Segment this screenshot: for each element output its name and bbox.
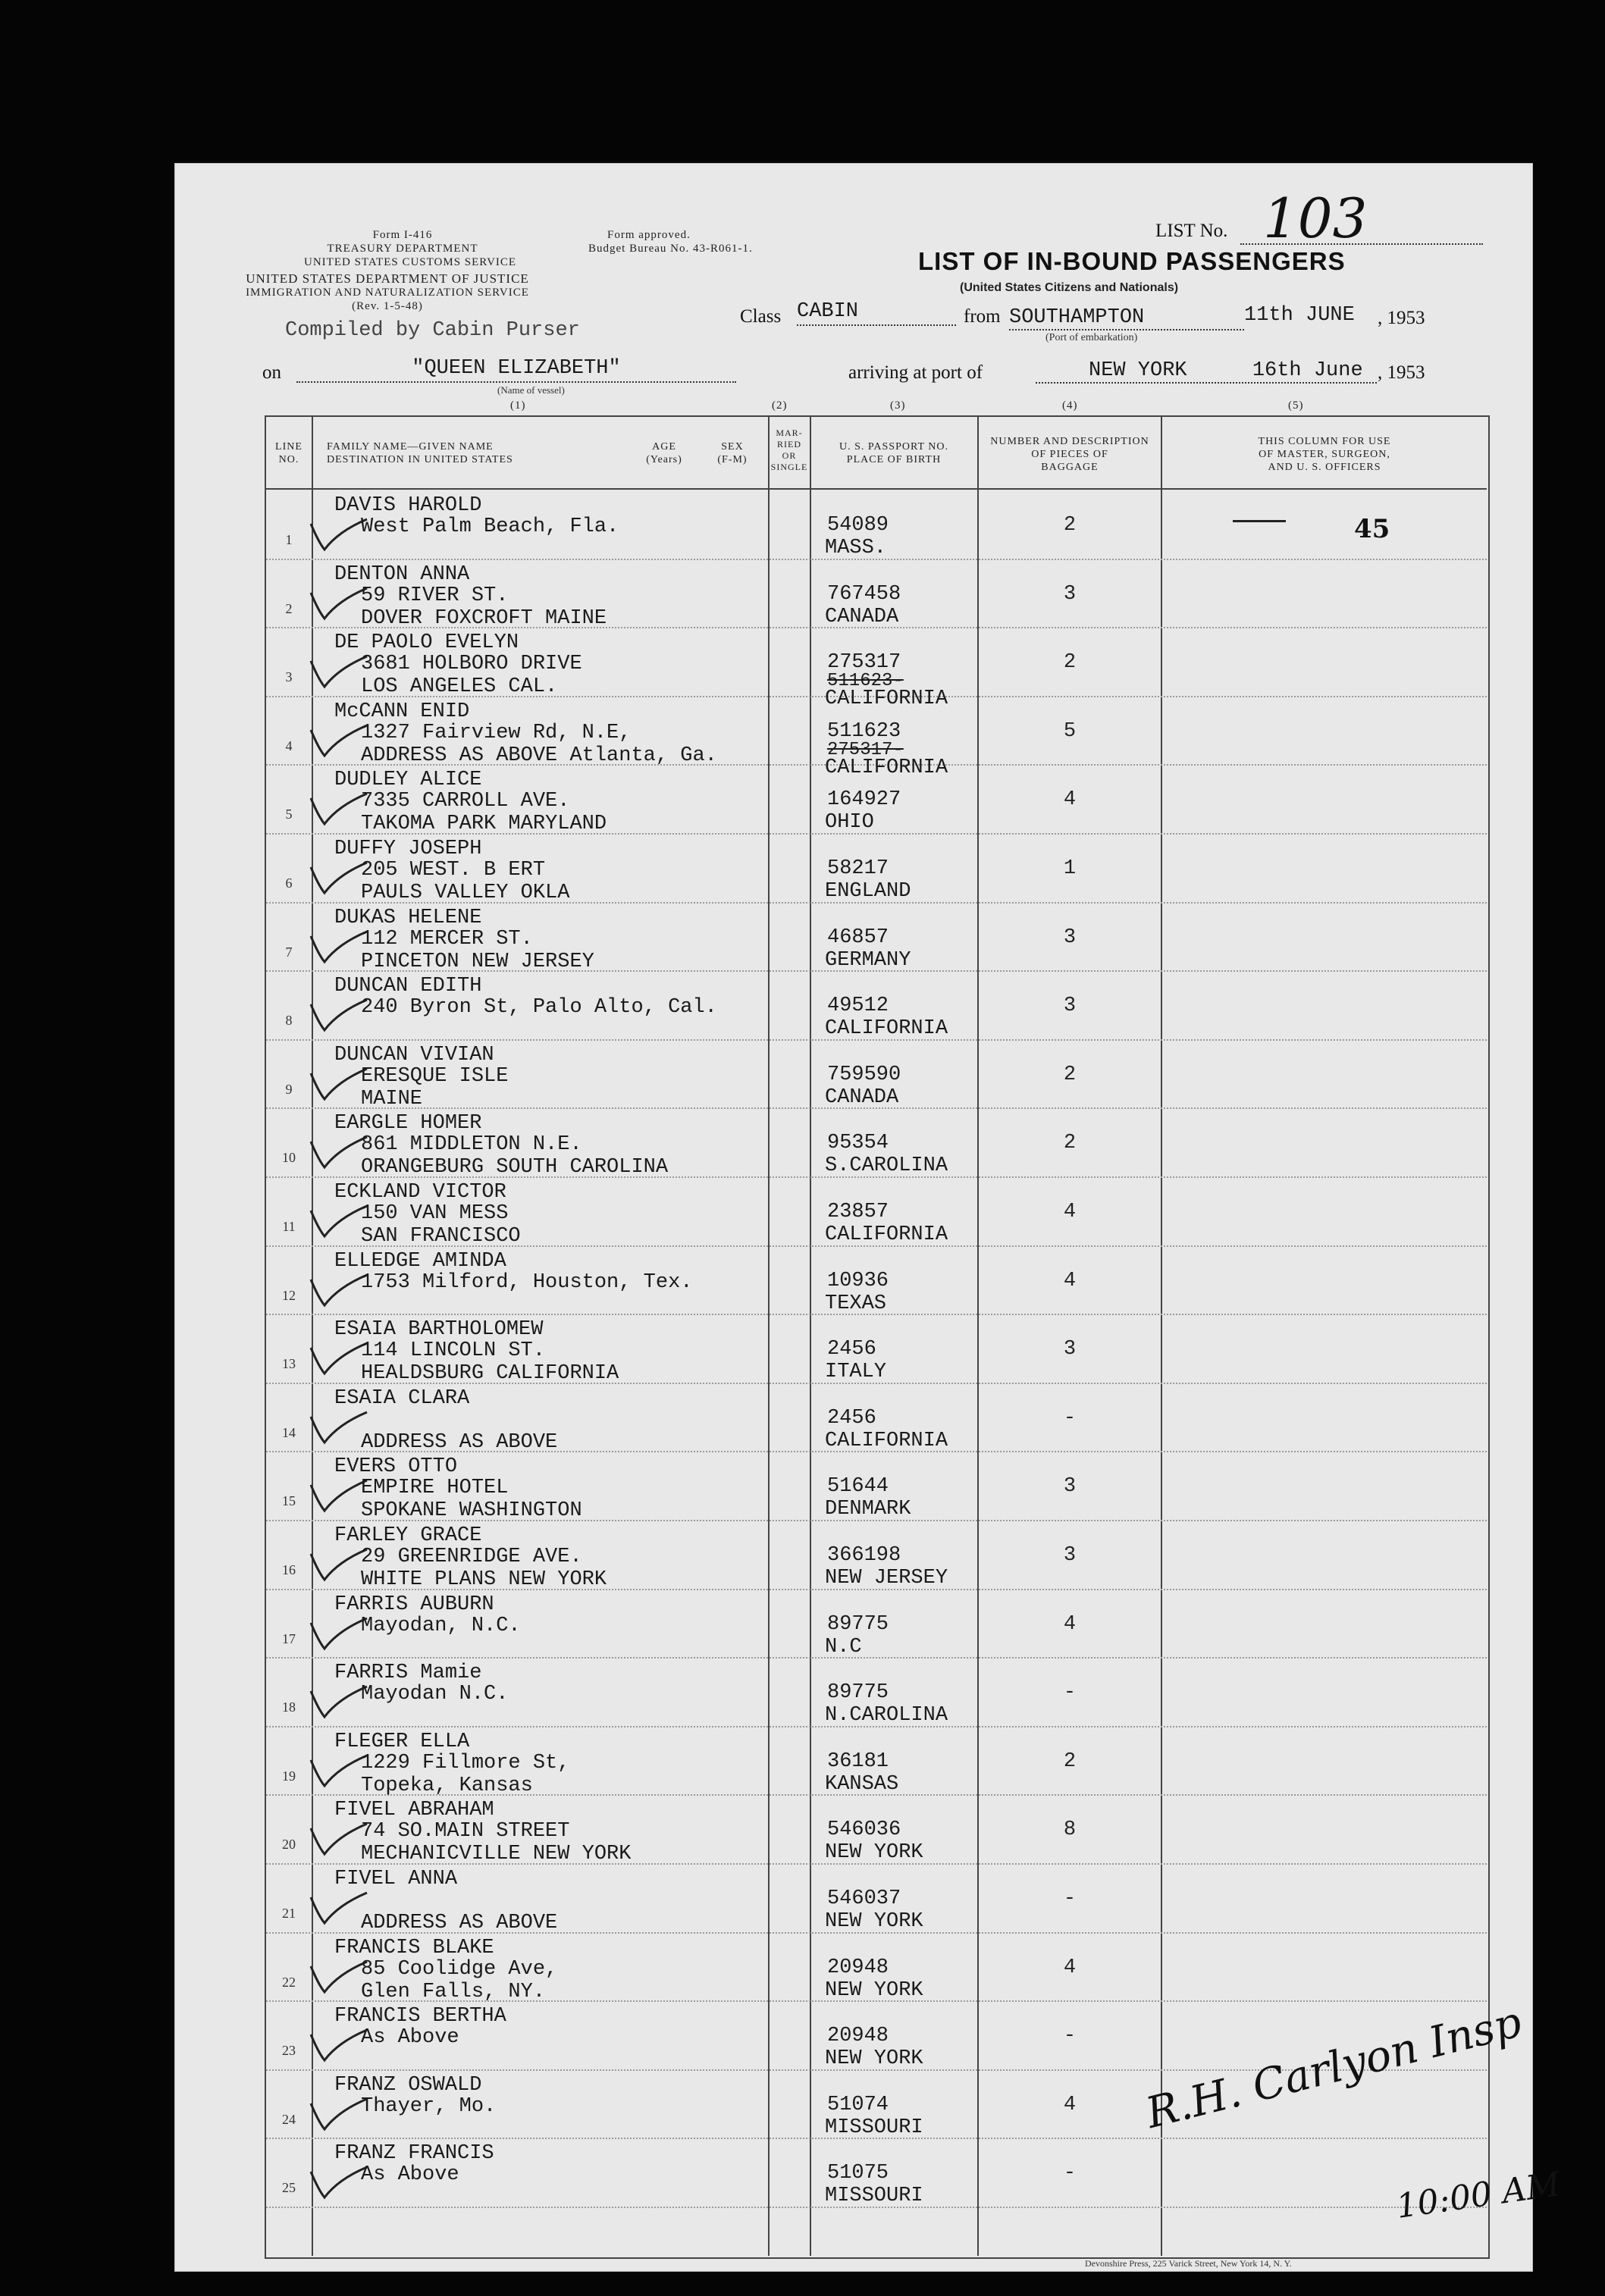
check-mark xyxy=(308,860,368,897)
col-number-1: (1) xyxy=(510,399,526,412)
passport-number: 89775 xyxy=(827,1681,889,1705)
baggage-count: - xyxy=(1063,2025,1077,2048)
passport-number: 10936 xyxy=(827,1269,889,1292)
destination-line: Glen Falls, NY. xyxy=(361,1980,546,2003)
family-given-name: FRANZ FRANCIS xyxy=(334,2142,494,2166)
family-given-name: ESAIA CLARA xyxy=(334,1386,470,1410)
col-number-2: (2) xyxy=(772,399,788,412)
family-given-name: DUNCAN VIVIAN xyxy=(334,1043,494,1067)
baggage-count: 4 xyxy=(1063,1269,1077,1292)
destination-line: HEALDSBURG CALIFORNIA xyxy=(361,1362,619,1386)
baggage-count: - xyxy=(1063,1681,1077,1705)
place-of-birth: NEW YORK xyxy=(825,1910,923,1933)
passport-number: 51644 xyxy=(827,1475,889,1499)
line-number: 17 xyxy=(282,1630,296,1646)
line-number: 6 xyxy=(285,875,293,891)
col-number-4: (4) xyxy=(1062,399,1078,412)
check-mark xyxy=(308,516,368,554)
baggage-count: 2 xyxy=(1063,1132,1077,1155)
baggage-count: 5 xyxy=(1063,719,1077,743)
family-given-name: EVERS OTTO xyxy=(334,1455,458,1479)
passport-number: 23857 xyxy=(827,1201,889,1223)
baggage-count: 3 xyxy=(1063,1475,1077,1499)
passport-number: 759590 xyxy=(827,1063,901,1086)
destination-line: Topeka, Kansas xyxy=(361,1774,533,1797)
passport-number: 51075 xyxy=(827,2162,889,2185)
check-mark xyxy=(308,1684,368,1721)
arrival-date: 16th June xyxy=(1252,359,1363,382)
family-given-name: DAVIS HAROLD xyxy=(334,494,482,517)
baggage-count: 2 xyxy=(1063,514,1077,537)
col-header-line: LINE NO. xyxy=(275,441,303,465)
destination-line: Mayodan, N.C. xyxy=(361,1614,521,1637)
destination-line: 85 Coolidge Ave, xyxy=(361,1957,558,1981)
baggage-count: 3 xyxy=(1063,1544,1077,1567)
line-number: 20 xyxy=(282,1837,296,1853)
passport-number: 511623 xyxy=(827,719,901,743)
passport-number: 2456 xyxy=(827,1338,876,1361)
form-approved: Form approved. xyxy=(607,229,691,241)
col-header-married: MAR- RIED OR SINGLE xyxy=(770,428,808,472)
check-mark xyxy=(308,2096,368,2134)
place-of-birth: CALIFORNIA xyxy=(825,756,948,779)
line-number: 14 xyxy=(282,1424,296,1440)
col-divider xyxy=(810,417,811,2256)
treasury-dept: TREASURY DEPARTMENT xyxy=(327,243,478,255)
departure-year: , 1953 xyxy=(1378,308,1425,328)
officer-note: 45 xyxy=(1354,514,1390,544)
line-number: 25 xyxy=(282,2180,296,2196)
baggage-count: 3 xyxy=(1063,582,1077,606)
class-value: CABIN xyxy=(797,300,956,326)
family-given-name: FRANCIS BLAKE xyxy=(334,1936,494,1959)
baggage-count: 4 xyxy=(1063,2093,1077,2116)
line-number: 23 xyxy=(282,2043,296,2059)
place-of-birth: N.C xyxy=(825,1635,862,1659)
baggage-count: 4 xyxy=(1063,788,1077,812)
port-embarkation-caption: (Port of embarkation) xyxy=(1045,332,1138,343)
baggage-count: - xyxy=(1063,1887,1077,1910)
form-info xyxy=(304,228,517,269)
destination-line: ERESQUE ISLE xyxy=(361,1064,509,1088)
line-number: 21 xyxy=(282,1906,296,1921)
check-mark xyxy=(308,1066,368,1104)
destination-line: As Above xyxy=(361,2026,459,2050)
passport-number: 275317 xyxy=(827,651,901,675)
place-of-birth: N.CAROLINA xyxy=(825,1704,948,1727)
check-mark xyxy=(308,722,368,760)
passport-number: 46857 xyxy=(827,926,889,949)
col-header-name: FAMILY NAME—GIVEN NAME DESTINATION IN UNITED STATES xyxy=(327,441,513,465)
line-number: 12 xyxy=(282,1287,296,1303)
passenger-list-document xyxy=(174,163,1563,2272)
baggage-count: 3 xyxy=(1063,995,1077,1018)
check-mark xyxy=(308,1821,368,1859)
line-number: 7 xyxy=(285,944,293,960)
passport-number: 767458 xyxy=(827,582,901,606)
line-number: 10 xyxy=(282,1150,296,1166)
arrival-port: NEW YORK xyxy=(1089,359,1187,382)
place-of-birth: GERMANY xyxy=(825,948,911,972)
check-mark xyxy=(308,929,368,966)
form-approval xyxy=(588,228,785,255)
destination-line: 1229 Fillmore St, xyxy=(361,1751,570,1774)
baggage-count: 4 xyxy=(1063,1612,1077,1636)
vessel-name: "QUEEN ELIZABETH" xyxy=(296,357,736,383)
destination-line: ORANGEBURG SOUTH CAROLINA xyxy=(361,1156,669,1179)
family-given-name: FARRIS Mamie xyxy=(334,1662,482,1685)
line-number: 18 xyxy=(282,1699,296,1715)
place-of-birth: CANADA xyxy=(825,1085,899,1109)
from-label: from xyxy=(964,306,1001,327)
col-header-officers: THIS COLUMN FOR USE OF MASTER, SURGEON, AND U. S. OFFICERS xyxy=(1258,436,1391,473)
document-subtitle: (United States Citizens and Nationals) xyxy=(960,281,1179,294)
arrival-line xyxy=(1036,359,1377,384)
destination-line: DOVER FOXCROFT MAINE xyxy=(361,606,607,630)
passport-number: 546037 xyxy=(827,1887,901,1910)
check-mark xyxy=(308,1959,368,1997)
baggage-count: 4 xyxy=(1063,1956,1077,1979)
check-mark xyxy=(308,2027,368,2065)
family-given-name: ELLEDGE AMINDA xyxy=(334,1249,506,1273)
line-number: 13 xyxy=(282,1356,296,1372)
destination-line: 150 VAN MESS xyxy=(361,1202,509,1225)
place-of-birth: KANSAS xyxy=(825,1772,899,1796)
destination-line: SPOKANE WASHINGTON xyxy=(361,1499,582,1523)
destination-line: West Palm Beach, Fla. xyxy=(361,515,619,538)
family-given-name: ESAIA BARTHOLOMEW xyxy=(334,1318,544,1342)
passport-number: 95354 xyxy=(827,1132,889,1155)
col-header-baggage: NUMBER AND DESCRIPTION OF PIECES OF BAGGAGE xyxy=(990,436,1149,473)
col-divider xyxy=(768,417,770,2256)
check-mark xyxy=(308,997,368,1035)
place-of-birth: MASS. xyxy=(825,537,887,559)
destination-line: ADDRESS AS ABOVE Atlanta, Ga. xyxy=(361,744,717,767)
destination-line: 1327 Fairview Rd, N.E, xyxy=(361,721,632,744)
place-of-birth: CALIFORNIA xyxy=(825,1223,948,1246)
family-given-name: FARRIS AUBURN xyxy=(334,1593,494,1616)
family-given-name: McCANN ENID xyxy=(334,700,470,723)
baggage-count: 2 xyxy=(1063,1749,1077,1773)
col-divider xyxy=(977,417,979,2256)
form-number: Form I-416 xyxy=(372,229,433,241)
destination-line: WHITE PLANS NEW YORK xyxy=(361,1568,607,1591)
check-mark xyxy=(308,1890,368,1928)
baggage-count: 1 xyxy=(1063,857,1077,880)
check-mark xyxy=(308,1615,368,1653)
destination-line: 59 RIVER ST. xyxy=(361,584,509,607)
list-no-label: LIST No. xyxy=(1155,221,1228,241)
destination-line: 29 GREENRIDGE AVE. xyxy=(361,1546,582,1568)
document-title: LIST OF IN-BOUND PASSENGERS xyxy=(918,247,1346,275)
destination-line: MAINE xyxy=(361,1087,423,1110)
passport-number: 546036 xyxy=(827,1818,901,1842)
place-of-birth: DENMARK xyxy=(825,1498,911,1521)
place-of-birth: MISSOURI xyxy=(825,2116,923,2139)
passport-number: 54089 xyxy=(827,514,889,537)
destination-line: TAKOMA PARK MARYLAND xyxy=(361,813,607,836)
class-label: Class xyxy=(740,306,782,327)
place-of-birth: TEXAS xyxy=(825,1292,887,1315)
destination-line: 74 SO.MAIN STREET xyxy=(361,1820,570,1843)
arrival-year: , 1953 xyxy=(1378,362,1425,383)
header-divider xyxy=(266,488,1487,490)
baggage-count: - xyxy=(1063,2162,1077,2185)
family-given-name: FRANZ OSWALD xyxy=(334,2073,482,2097)
passport-number: 2456 xyxy=(827,1406,876,1430)
passport-number: 366198 xyxy=(827,1544,901,1567)
check-mark xyxy=(308,1134,368,1172)
check-mark xyxy=(308,1753,368,1790)
destination-line: MECHANICVILLE NEW YORK xyxy=(361,1843,632,1866)
passport-number: 58217 xyxy=(827,857,889,880)
line-number: 8 xyxy=(285,1013,293,1029)
place-of-birth: ENGLAND xyxy=(825,880,911,903)
place-of-birth: MISSOURI xyxy=(825,2185,923,2208)
check-mark xyxy=(308,1546,368,1584)
col-header-age: AGE (Years) xyxy=(646,441,682,465)
family-given-name: DUFFY JOSEPH xyxy=(334,838,482,860)
passport-number: 51074 xyxy=(827,2093,889,2116)
family-given-name: FIVEL ANNA xyxy=(334,1868,458,1890)
destination-line: Thayer, Mo. xyxy=(361,2094,497,2118)
vessel-caption: (Name of vessel) xyxy=(497,384,565,396)
destination-line: 205 WEST. B ERT xyxy=(361,859,546,882)
compiled-by: Compiled by Cabin Purser xyxy=(285,319,580,342)
place-of-birth: S.CAROLINA xyxy=(825,1154,948,1178)
check-mark xyxy=(308,2164,368,2202)
place-of-birth: NEW JERSEY xyxy=(825,1567,948,1590)
baggage-count: 3 xyxy=(1063,1338,1077,1361)
doj-info xyxy=(175,272,600,313)
customs-service: UNITED STATES CUSTOMS SERVICE xyxy=(304,256,517,268)
on-label: on xyxy=(262,362,281,383)
family-given-name: ECKLAND VICTOR xyxy=(334,1181,506,1204)
rev-label: (Rev. 1-5-48) xyxy=(352,300,423,312)
passport-number: 20948 xyxy=(827,1956,889,1979)
destination-line: LOS ANGELES CAL. xyxy=(361,675,558,699)
line-number: 19 xyxy=(282,1768,296,1784)
arriving-label: arriving at port of xyxy=(848,362,983,383)
destination-line: 112 MERCER ST. xyxy=(361,927,533,951)
family-given-name: DENTON ANNA xyxy=(334,562,470,586)
family-given-name: FRANCIS BERTHA xyxy=(334,2005,506,2028)
place-of-birth: CALIFORNIA xyxy=(825,688,948,711)
baggage-count: 2 xyxy=(1063,651,1077,675)
family-given-name: FLEGER ELLA xyxy=(334,1730,470,1753)
baggage-count: - xyxy=(1063,1406,1077,1430)
ins-label: IMMIGRATION AND NATURALIZATION SERVICE xyxy=(246,287,529,299)
line-number: 16 xyxy=(282,1562,296,1577)
check-mark xyxy=(308,1477,368,1515)
baggage-count: 4 xyxy=(1063,1201,1077,1223)
line-number: 22 xyxy=(282,1974,296,1990)
line-number: 11 xyxy=(282,1219,296,1234)
struck-passport-number: 275317- xyxy=(827,739,904,760)
line-number: 15 xyxy=(282,1493,296,1509)
departure-date: 11th JUNE xyxy=(1244,304,1355,327)
destination-line: 861 MIDDLETON N.E. xyxy=(361,1133,582,1157)
struck-passport-number: 511623- xyxy=(827,671,904,692)
destination-line: 1753 Milford, Houston, Tex. xyxy=(361,1270,693,1294)
family-given-name: EARGLE HOMER xyxy=(334,1112,482,1135)
baggage-count: 8 xyxy=(1063,1818,1077,1842)
passport-number: 164927 xyxy=(827,788,901,812)
family-given-name: DUKAS HELENE xyxy=(334,906,482,929)
destination-line: 240 Byron St, Palo Alto, Cal. xyxy=(361,996,717,1020)
family-given-name: FIVEL ABRAHAM xyxy=(334,1799,494,1822)
check-mark xyxy=(308,1409,368,1447)
doj-label: UNITED STATES DEPARTMENT OF JUSTICE xyxy=(246,271,529,286)
passport-number: 36181 xyxy=(827,1749,889,1773)
line-number: 4 xyxy=(285,738,293,753)
inspector-signature: R.H. Carlyon Insp xyxy=(1141,1997,1527,2138)
destination-line: EMPIRE HOTEL xyxy=(361,1477,509,1500)
col-header-sex: SEX (F-M) xyxy=(717,441,748,465)
family-given-name: DUNCAN EDITH xyxy=(334,975,482,998)
family-given-name: FARLEY GRACE xyxy=(334,1524,482,1547)
destination-line: Mayodan N.C. xyxy=(361,1683,509,1706)
place-of-birth: NEW YORK xyxy=(825,2047,923,2071)
check-mark xyxy=(308,1272,368,1310)
line-number: 24 xyxy=(282,2111,296,2127)
place-of-birth: NEW YORK xyxy=(825,1978,923,2002)
place-of-birth: CALIFORNIA xyxy=(825,1017,948,1041)
destination-line: PAULS VALLEY OKLA xyxy=(361,882,570,904)
destination-line: PINCETON NEW JERSEY xyxy=(361,950,594,973)
check-mark xyxy=(308,653,368,691)
passport-number: 20948 xyxy=(827,2025,889,2048)
passport-number: 89775 xyxy=(827,1612,889,1636)
printer-imprint: Devonshire Press, 225 Varick Street, New York 14, N. Y. xyxy=(1085,2258,1292,2269)
check-mark xyxy=(308,791,368,829)
destination-line: 3681 HOLBORO DRIVE xyxy=(361,653,582,676)
family-given-name: DE PAOLO EVELYN xyxy=(334,631,519,655)
line-number: 9 xyxy=(285,1081,293,1097)
col-number-5: (5) xyxy=(1288,399,1304,412)
col-divider xyxy=(1161,417,1162,2256)
place-of-birth: CALIFORNIA xyxy=(825,1429,948,1452)
check-mark xyxy=(308,1203,368,1241)
check-mark xyxy=(308,585,368,623)
port-of-embarkation: SOUTHAMPTON xyxy=(1009,306,1244,330)
destination-line: ADDRESS AS ABOVE xyxy=(361,1912,558,1934)
officer-mark xyxy=(1233,520,1286,522)
check-mark xyxy=(308,1340,368,1378)
baggage-count: 2 xyxy=(1063,1063,1077,1086)
baggage-count: 3 xyxy=(1063,926,1077,949)
destination-line: 114 LINCOLN ST. xyxy=(361,1339,546,1363)
destination-line: ADDRESS AS ABOVE xyxy=(361,1430,558,1454)
passport-number: 49512 xyxy=(827,995,889,1018)
destination-line: As Above xyxy=(361,2163,459,2187)
destination-line: SAN FRANCISCO xyxy=(361,1225,521,1248)
line-number: 5 xyxy=(285,807,293,822)
place-of-birth: CANADA xyxy=(825,605,899,628)
list-no-value: 103 xyxy=(1240,194,1483,245)
place-of-birth: OHIO xyxy=(825,811,874,835)
row-divider xyxy=(266,1657,1487,1659)
place-of-birth: ITALY xyxy=(825,1361,887,1384)
inspection-time: 10:00 AM xyxy=(1393,2165,1563,2226)
budget-bureau: Budget Bureau No. 43-R061-1. xyxy=(588,243,753,255)
line-number: 2 xyxy=(285,600,293,616)
line-number: 1 xyxy=(285,532,293,547)
col-number-3: (3) xyxy=(890,399,906,412)
col-header-passport: U. S. PASSPORT NO. PLACE OF BIRTH xyxy=(839,441,948,465)
line-number: 3 xyxy=(285,669,293,685)
destination-line: 7335 CARROLL AVE. xyxy=(361,790,570,813)
place-of-birth: NEW YORK xyxy=(825,1841,923,1865)
family-given-name: DUDLEY ALICE xyxy=(334,769,482,792)
